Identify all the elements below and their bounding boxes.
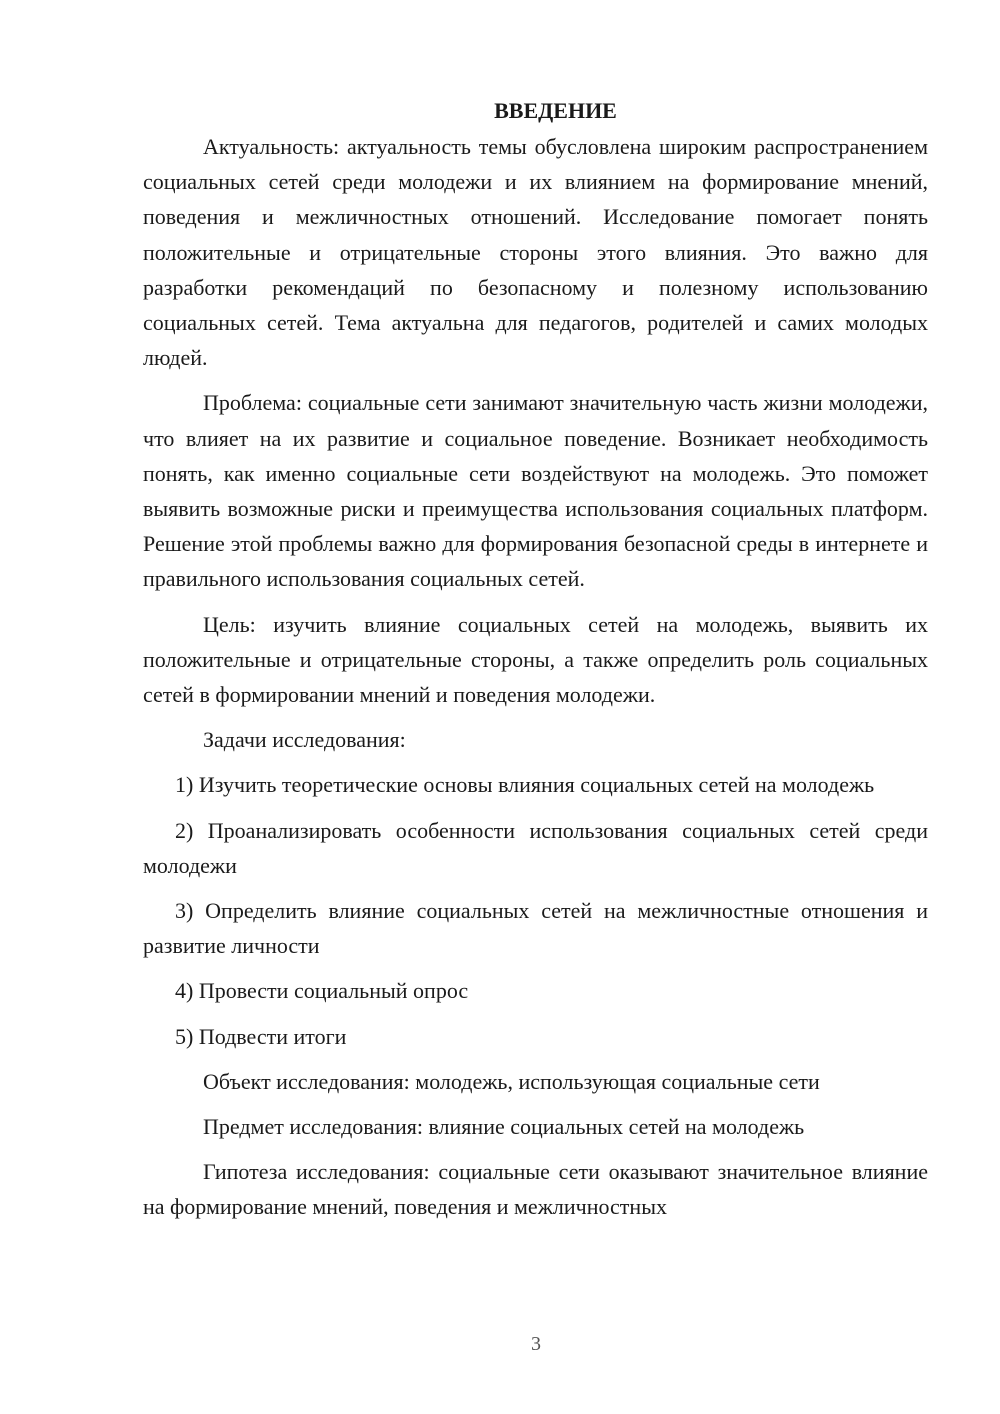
task-item: 4) Провести социальный опрос <box>175 978 469 1004</box>
page-content <box>143 95 928 1235</box>
page-number: 3 <box>531 1333 541 1355</box>
problem-paragraph: Проблема: социальные сети занимают значительную часть жизни молодежи, что влияет на их развитие и социальное поведение. Возникает необходимость понять, как именно социальные сети воздействуют на молодежь. Это поможет выявить возможные риски и преимущества использования социальных платформ. Решение этой проблемы важно для формирования безопасной среды в интернете и правильного использования социальных сетей. <box>143 390 928 592</box>
task-item: 2) Проанализировать особенности использования социальных сетей среди молодежи <box>143 817 928 878</box>
subject-paragraph: Предмет исследования: влияние социальных сетей на молодежь <box>203 1114 805 1140</box>
tasks-heading: Задачи исследования: <box>203 727 406 753</box>
goal-paragraph: Цель: изучить влияние социальных сетей на молодежь, выявить их положительные и отрицательные стороны, а также определить роль социальных сетей в формировании мнений и поведения молодежи. <box>143 611 928 708</box>
object-paragraph: Объект исследования: молодежь, использующая социальные сети <box>203 1068 820 1094</box>
hypothesis-paragraph: Гипотеза исследования: социальные сети оказывают значительное влияние на формирование мнений, поведения и межличностных <box>143 1159 928 1220</box>
relevance-paragraph: Актуальность: актуальность темы обусловлена широким распространением социальных сетей среди молодежи и их влиянием на формирование мнений, поведения и межличностных отношений. Исследование помогает понять положительные и отрицательные стороны этого влияния. Это важно для разработки рекомендаций по безопасному и полезному использованию социальных сетей. Тема актуальна для педагогов, родителей и самих молодых людей. <box>143 134 928 371</box>
page-title: ВВЕДЕНИЕ <box>494 98 617 123</box>
task-item: 3) Определить влияние социальных сетей на межличностные отношения и развитие личности <box>143 898 928 959</box>
task-item: 5) Подвести итоги <box>175 1023 347 1049</box>
task-item: 1) Изучить теоретические основы влияния социальных сетей на молодежь <box>175 772 875 798</box>
